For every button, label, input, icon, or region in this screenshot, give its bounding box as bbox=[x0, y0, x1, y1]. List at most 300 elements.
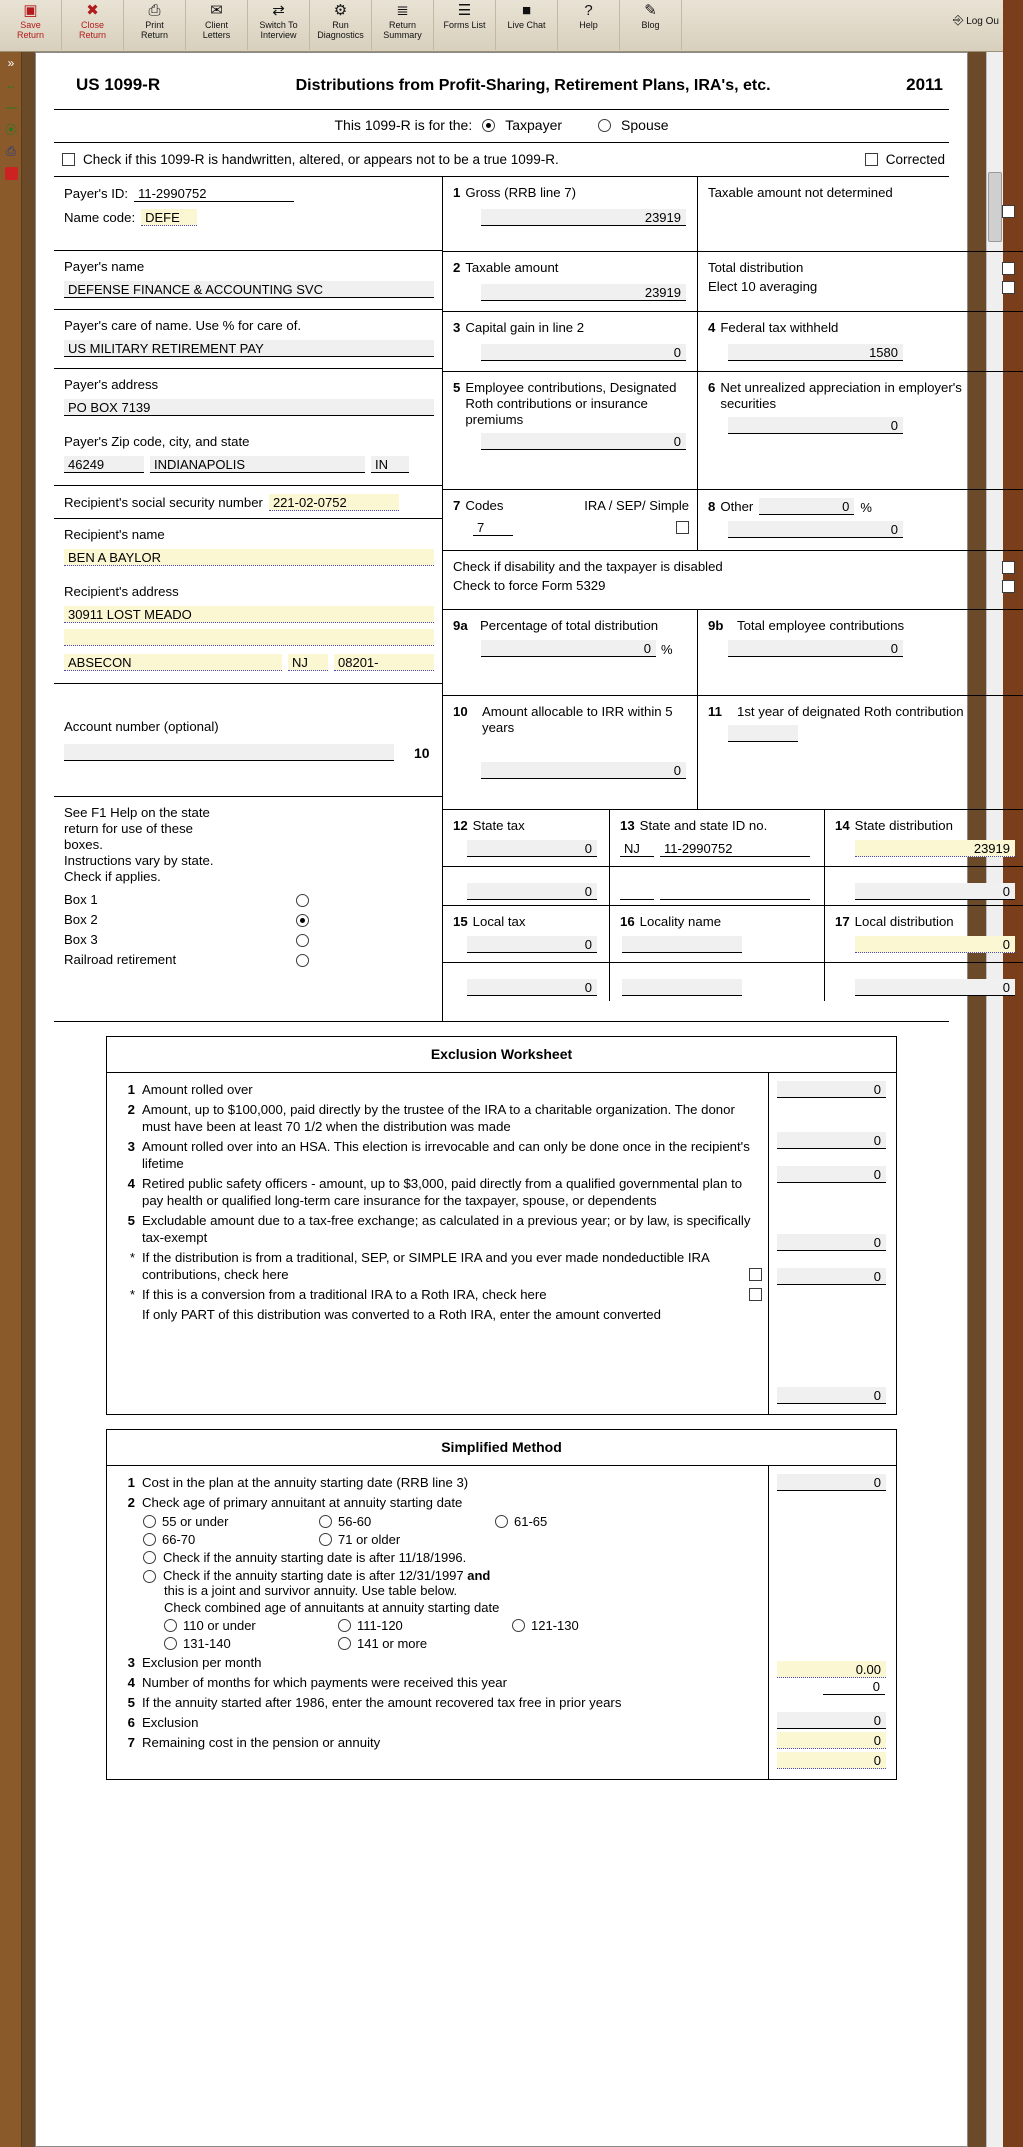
item-number: 6 bbox=[127, 1715, 135, 1730]
box1-input[interactable]: 23919 bbox=[481, 209, 686, 226]
box10-box11-row bbox=[443, 696, 1023, 810]
box9a-input[interactable]: 0 bbox=[481, 640, 656, 657]
payer-id-label: Payer's ID: bbox=[64, 186, 129, 201]
box2-row bbox=[443, 252, 1023, 312]
exclusion-worksheet-amounts bbox=[768, 1073, 896, 1414]
box5-box6-row bbox=[443, 372, 1023, 490]
radio-spouse[interactable] bbox=[598, 119, 611, 132]
toolbar-button-label: Blog bbox=[641, 20, 660, 30]
remaining-cost-input[interactable]: 0 bbox=[777, 1752, 886, 1769]
box11-label: 1st year of deignated Roth contribution bbox=[737, 704, 964, 719]
box14-label: State distribution bbox=[854, 818, 953, 833]
item-number: 3 bbox=[127, 1655, 135, 1670]
box12-second-input[interactable]: 0 bbox=[467, 883, 597, 900]
toolbar-button-save-return[interactable] bbox=[0, 0, 62, 50]
list-item bbox=[121, 1249, 762, 1283]
item-text: Exclusion bbox=[142, 1715, 199, 1730]
radio-combined-111-120[interactable] bbox=[338, 1619, 351, 1632]
state-help-line1: See F1 Help on the state bbox=[64, 805, 210, 820]
box13-id-input[interactable]: 11-2990752 bbox=[660, 840, 810, 857]
box15-label: Local tax bbox=[472, 914, 526, 929]
state-help-line5: Check if applies. bbox=[64, 869, 161, 884]
exclusion-per-month-input[interactable]: 0.00 bbox=[777, 1661, 886, 1678]
box13-id2-input[interactable] bbox=[660, 883, 810, 900]
recipient-city-input[interactable]: ABSECON bbox=[64, 654, 282, 671]
logout-button[interactable] bbox=[953, 12, 999, 28]
radio-age-56-60[interactable] bbox=[319, 1515, 332, 1528]
box4-label: Federal tax withheld bbox=[720, 320, 839, 335]
list-item bbox=[121, 1212, 762, 1246]
payer-state-input[interactable]: IN bbox=[371, 456, 409, 473]
exclusion-total-input[interactable]: 0 bbox=[777, 1732, 886, 1749]
age-option-label: 56-60 bbox=[338, 1514, 372, 1529]
combined-option-121-130[interactable] bbox=[512, 1618, 579, 1633]
main-grid bbox=[54, 177, 1010, 1022]
radio-age-61-65[interactable] bbox=[495, 1515, 508, 1528]
box7-codes-input[interactable]: 7 bbox=[473, 519, 513, 536]
box5-label: Employee contributions, Designated Roth contributions or insurance premiums bbox=[465, 380, 677, 427]
simplified-method-amounts bbox=[768, 1466, 896, 1779]
box7-label: Codes bbox=[465, 498, 504, 513]
toolbar-button-label: Save bbox=[20, 20, 41, 30]
box9a-label: Percentage of total distribution bbox=[480, 618, 659, 633]
logout-icon: ⎆ bbox=[953, 12, 964, 27]
box7-ira-sep-simple-label: IRA / SEP/ Simple bbox=[584, 498, 689, 513]
radio-box-3[interactable] bbox=[296, 934, 309, 947]
handwritten-row bbox=[54, 142, 949, 177]
toolbar-button-print-return[interactable] bbox=[124, 0, 186, 50]
state-help-line2: return for use of these bbox=[64, 821, 194, 836]
item-text: Check age of primary annuitant at annuity starting date bbox=[142, 1495, 463, 1510]
item-number: * bbox=[129, 1250, 135, 1265]
item-text: If the annuity started after 1986, enter the amount recovered tax free in prior years bbox=[142, 1695, 622, 1710]
box9b-number: 9b bbox=[708, 618, 724, 633]
recipient-address-line2-input[interactable] bbox=[64, 629, 434, 646]
combined-option-141-more[interactable] bbox=[338, 1636, 486, 1651]
exclusion-worksheet-title: Exclusion Worksheet bbox=[107, 1037, 896, 1073]
blog-icon: ✎ bbox=[644, 2, 657, 19]
combined-age-label: Check combined age of annuitants at annuity starting date bbox=[164, 1600, 500, 1615]
disability-5329-block bbox=[443, 551, 1023, 610]
payer-care-of-block bbox=[54, 310, 442, 369]
age-option-label: 55 or under bbox=[162, 1514, 229, 1529]
item-text: Cost in the plan at the annuity starting date (RRB line 3) bbox=[142, 1475, 469, 1490]
left-tool-rail bbox=[0, 52, 22, 2147]
box10-label: Amount allocable to IRR within 5 years bbox=[482, 704, 673, 735]
item-text: Exclusion per month bbox=[142, 1655, 262, 1670]
box1-taxable-not-determined-label: Taxable amount not determined bbox=[708, 185, 893, 200]
box9a-box9b-row bbox=[443, 610, 1023, 696]
boxes-column bbox=[443, 177, 1023, 1021]
box1-number: 1 bbox=[453, 185, 461, 200]
box-option-label: Box 3 bbox=[64, 932, 98, 947]
list-item bbox=[121, 1674, 762, 1691]
taxable-not-determined-checkbox[interactable] bbox=[1002, 205, 1015, 218]
logout-label: Log Ou bbox=[966, 16, 999, 27]
diagnostics-icon: ⚙ bbox=[333, 2, 348, 19]
box16-second-input[interactable] bbox=[622, 979, 742, 996]
payer-id-block bbox=[54, 177, 442, 251]
radio-box-1[interactable] bbox=[296, 894, 309, 907]
collapse-panel-icon[interactable]: » bbox=[7, 56, 15, 70]
age-option-label: 66-70 bbox=[162, 1532, 196, 1547]
exclusion-amount-5-input[interactable]: 0 bbox=[777, 1268, 886, 1285]
toolbar-button-label: Switch To bbox=[259, 20, 298, 30]
recipient-address-line1-input[interactable]: 30911 LOST MEADO bbox=[64, 606, 434, 623]
roth-conversion-checkbox[interactable] bbox=[749, 1288, 762, 1301]
box13-state-input[interactable]: NJ bbox=[620, 840, 654, 857]
item-text: Remaining cost in the pension or annuity bbox=[142, 1735, 381, 1750]
name-code-input[interactable]: DEFE bbox=[141, 209, 197, 226]
box6-input[interactable]: 0 bbox=[728, 417, 903, 434]
simplified-method-title: Simplified Method bbox=[107, 1430, 896, 1466]
list-item bbox=[121, 1714, 762, 1731]
simplified-cost-in-plan-input[interactable]: 0 bbox=[777, 1474, 886, 1491]
item-text: Amount rolled over bbox=[142, 1082, 253, 1097]
radio-annuity-after-1118-1996[interactable] bbox=[143, 1551, 156, 1564]
list-item bbox=[121, 1306, 762, 1323]
summary-icon: ≣ bbox=[396, 2, 409, 19]
payer-zip-block bbox=[54, 426, 442, 486]
radio-spouse-label: Spouse bbox=[621, 117, 669, 133]
toolbar-button-close-return[interactable] bbox=[62, 0, 124, 50]
toolbar-button-blog[interactable] bbox=[620, 0, 682, 50]
box11-input[interactable] bbox=[728, 725, 798, 742]
box15-16-17-row bbox=[443, 906, 1023, 963]
recovered-tax-free-input[interactable]: 0 bbox=[777, 1712, 886, 1729]
payer-care-input[interactable]: US MILITARY RETIREMENT PAY bbox=[64, 340, 434, 357]
recipient-address-block bbox=[54, 576, 442, 684]
radio-combined-131-140[interactable] bbox=[164, 1637, 177, 1650]
item-number: 5 bbox=[127, 1695, 135, 1710]
elect-10-averaging-checkbox[interactable] bbox=[1002, 281, 1015, 294]
toolbar-button-return-summary[interactable] bbox=[372, 0, 434, 50]
simplified-method-items bbox=[107, 1466, 768, 1779]
payer-city-input[interactable]: INDIANAPOLIS bbox=[150, 456, 365, 473]
box8-input[interactable]: 0 bbox=[759, 498, 854, 515]
list-item bbox=[121, 1474, 762, 1491]
payer-name-label: Payer's name bbox=[64, 259, 145, 274]
box4-input[interactable]: 1580 bbox=[728, 344, 903, 361]
check-after-1118-label: Check if the annuity starting date is after 11/18/1996. bbox=[163, 1550, 467, 1565]
radio-age-71-older[interactable] bbox=[319, 1533, 332, 1546]
payer-recipient-column bbox=[54, 177, 443, 1021]
toolbar-button-label2: Return bbox=[16, 30, 44, 40]
simplified-method-worksheet bbox=[106, 1429, 897, 1780]
item-number: 4 bbox=[127, 1176, 135, 1191]
exclusion-worksheet bbox=[106, 1036, 897, 1415]
box12-number: 12 bbox=[453, 818, 468, 833]
roth-converted-amount-input[interactable]: 0 bbox=[777, 1387, 886, 1404]
check-after-1231-label: Check if the annuity starting date is after 12/31/1997 bbox=[163, 1568, 464, 1583]
box-option-label: Box 1 bbox=[64, 892, 98, 907]
box13-label: State and state ID no. bbox=[639, 818, 768, 833]
list-item bbox=[121, 1101, 762, 1135]
total-distribution-label: Total distribution bbox=[708, 260, 804, 275]
item-text: Retired public safety officers - amount, up to $3,000, paid directly from a qualified governmental plan to pay health or qualified long-term care insurance for the taxpayer, spouse, or dependents bbox=[142, 1176, 743, 1208]
box1-label: Gross (RRB line 7) bbox=[465, 185, 576, 200]
radio-combined-110-under[interactable] bbox=[164, 1619, 177, 1632]
combined-option-label: 111-120 bbox=[357, 1618, 403, 1633]
form-code: US 1099-R bbox=[76, 75, 161, 94]
box14-number: 14 bbox=[835, 818, 850, 833]
box8-percent-label: % bbox=[860, 500, 872, 515]
age-option-71-older[interactable] bbox=[319, 1532, 469, 1547]
age-option-66-70[interactable] bbox=[143, 1532, 293, 1547]
item-text: Amount rolled over into an HSA. This election is irrevocable and can only be done once in the recipient's lifetime bbox=[142, 1139, 750, 1171]
item-text: If the distribution is from a traditional, SEP, or SIMPLE IRA and you ever made nondeductible IRA contributions, check here bbox=[142, 1250, 710, 1282]
box8-second-input[interactable]: 0 bbox=[728, 521, 903, 538]
box3-label: Capital gain in line 2 bbox=[465, 320, 585, 335]
form-title-row bbox=[54, 67, 949, 109]
nondeductible-ira-checkbox[interactable] bbox=[749, 1268, 762, 1281]
total-distribution-checkbox[interactable] bbox=[1002, 262, 1015, 275]
box7-box8-row bbox=[443, 490, 1023, 551]
force-5329-label: Check to force Form 5329 bbox=[453, 578, 606, 593]
recipient-ssn-label: Recipient's social security number bbox=[64, 495, 263, 510]
radio-combined-141-more[interactable] bbox=[338, 1637, 351, 1650]
payer-name-block bbox=[54, 251, 442, 310]
item-number: 1 bbox=[127, 1475, 135, 1490]
box-option-label: Box 2 bbox=[64, 912, 98, 927]
radio-combined-121-130[interactable] bbox=[512, 1619, 525, 1632]
box10-input[interactable]: 0 bbox=[481, 762, 686, 779]
box7-number: 7 bbox=[453, 498, 461, 513]
box-option-label: Railroad retirement bbox=[64, 952, 177, 967]
recipient-ssn-block bbox=[54, 486, 442, 519]
back-arrow-icon[interactable]: ← bbox=[5, 78, 17, 92]
local-second-row bbox=[443, 963, 1023, 1001]
box12-label: State tax bbox=[472, 818, 525, 833]
box5-input[interactable]: 0 bbox=[481, 433, 686, 450]
ira-sep-simple-checkbox[interactable] bbox=[676, 521, 689, 534]
payer-name-input[interactable]: DEFENSE FINANCE & ACCOUNTING SVC bbox=[64, 281, 434, 298]
toolbar-button-label2: Letters bbox=[202, 30, 231, 40]
disability-label: Check if disability and the taxpayer is disabled bbox=[453, 559, 723, 574]
toolbar-button-client-letters[interactable] bbox=[186, 0, 248, 50]
toolbar-button-label: Forms List bbox=[443, 20, 486, 30]
account-number-label: Account number (optional) bbox=[64, 718, 219, 734]
add-circle-icon[interactable]: ⦿ bbox=[4, 122, 17, 137]
combined-option-111-120[interactable] bbox=[338, 1618, 486, 1633]
state-help-block bbox=[54, 797, 442, 1021]
recipient-state-input[interactable]: NJ bbox=[288, 654, 328, 671]
combined-option-131-140[interactable] bbox=[164, 1636, 312, 1651]
corrected-label: Corrected bbox=[885, 152, 945, 167]
toolbar-button-label2: Return bbox=[78, 30, 106, 40]
minus-icon[interactable]: — bbox=[5, 100, 17, 114]
toolbar-button-forms-list[interactable] bbox=[434, 0, 496, 50]
box2-label: Taxable amount bbox=[465, 260, 559, 275]
toolbar-button-label: Print bbox=[145, 20, 164, 30]
combined-option-label: 141 or more bbox=[357, 1636, 428, 1651]
toolbar-button-switch-to-interview[interactable] bbox=[248, 0, 310, 50]
box16-label: Locality name bbox=[639, 914, 722, 929]
recipient-address-label: Recipient's address bbox=[64, 584, 179, 599]
box6-number: 6 bbox=[708, 380, 716, 395]
box15-number: 15 bbox=[453, 914, 468, 929]
toolbar-button-run-diagnostics[interactable] bbox=[310, 0, 372, 50]
box13-number: 13 bbox=[620, 818, 635, 833]
list-item bbox=[121, 1138, 762, 1172]
radio-annuity-after-1231-1997[interactable] bbox=[143, 1570, 156, 1583]
for-label: This 1099-R is for the: bbox=[334, 117, 473, 133]
box6-label: Net unrealized appreciation in employer's securities bbox=[720, 380, 962, 411]
recipient-name-block bbox=[54, 519, 442, 576]
box15-input[interactable]: 0 bbox=[467, 936, 597, 953]
box17-number: 17 bbox=[835, 914, 850, 929]
payer-address-input[interactable]: PO BOX 7139 bbox=[64, 399, 434, 416]
handwritten-checkbox[interactable] bbox=[62, 153, 75, 166]
radio-age-66-70[interactable] bbox=[143, 1533, 156, 1546]
page-title: Distributions from Profit-Sharing, Retirement Plans, IRA's, etc. bbox=[295, 77, 771, 94]
name-code-label: Name code: bbox=[64, 210, 136, 225]
check-after-1231-bold: and bbox=[467, 1568, 491, 1583]
account-number-box-num: 10 bbox=[414, 744, 430, 761]
main-toolbar bbox=[0, 0, 1003, 52]
box9a-percent-label: % bbox=[661, 642, 673, 657]
toolbar-button-label2: Interview bbox=[260, 30, 297, 40]
box12-input[interactable]: 0 bbox=[467, 840, 597, 857]
payer-address-block bbox=[54, 369, 442, 426]
box3-input[interactable]: 0 bbox=[481, 344, 686, 361]
switch-icon: ⇄ bbox=[272, 2, 285, 19]
taxpayer-spouse-selector bbox=[54, 110, 949, 142]
recipient-ssn-input[interactable]: 221-02-0752 bbox=[269, 494, 399, 511]
elect-10-averaging-label: Elect 10 averaging bbox=[708, 279, 818, 294]
payer-care-label: Payer's care of name. Use % for care of. bbox=[64, 318, 302, 333]
box2-input[interactable]: 23919 bbox=[481, 284, 686, 301]
account-number-block bbox=[54, 684, 442, 797]
exclusion-amount-3-input[interactable]: 0 bbox=[777, 1166, 886, 1183]
toolbar-button-label: Live Chat bbox=[507, 20, 546, 30]
toolbar-button-label: Run bbox=[332, 20, 349, 30]
item-number: 7 bbox=[127, 1735, 135, 1750]
close-icon: ✖ bbox=[86, 2, 99, 19]
print-icon[interactable]: ⎙ bbox=[6, 143, 16, 158]
list-item bbox=[121, 1175, 762, 1209]
toolbar-button-label2: Diagnostics bbox=[317, 30, 364, 40]
toolbar-button-label2: Summary bbox=[383, 30, 422, 40]
radio-age-55-under[interactable] bbox=[143, 1515, 156, 1528]
list-item bbox=[121, 1081, 762, 1098]
combined-option-label: 121-130 bbox=[531, 1618, 579, 1633]
item-number bbox=[121, 1306, 135, 1323]
box17-second-input[interactable]: 0 bbox=[855, 979, 1015, 996]
disability-checkbox[interactable] bbox=[1002, 561, 1015, 574]
box8-label: Other bbox=[720, 499, 754, 514]
box9a-number: 9a bbox=[453, 618, 468, 633]
combined-option-label: 131-140 bbox=[183, 1636, 231, 1651]
box15-second-input[interactable]: 0 bbox=[467, 979, 597, 996]
recipient-name-label: Recipient's name bbox=[64, 527, 165, 542]
radio-taxpayer[interactable] bbox=[482, 119, 495, 132]
exclusion-amount-2-input[interactable]: 0 bbox=[777, 1132, 886, 1149]
item-number: 2 bbox=[127, 1102, 135, 1117]
delete-icon[interactable] bbox=[0, 162, 22, 184]
age-option-61-65[interactable] bbox=[495, 1514, 547, 1529]
toolbar-button-label: Return bbox=[388, 20, 416, 30]
chat-icon: ■ bbox=[521, 2, 532, 19]
state-help-line4: Instructions vary by state. bbox=[64, 853, 214, 868]
payer-address-label: Payer's address bbox=[64, 377, 159, 392]
box13-state2-input[interactable] bbox=[620, 883, 654, 900]
item-text: Amount, up to $100,000, paid directly by the trustee of the IRA to a charitable organization. The donor must have been at least 70 1/2 when the distribution was made bbox=[142, 1102, 735, 1134]
item-number: 4 bbox=[127, 1675, 135, 1690]
radio-box-2[interactable] bbox=[296, 914, 309, 927]
toolbar-button-label: Client bbox=[204, 20, 228, 30]
item-text: If only PART of this distribution was converted to a Roth IRA, enter the amount converted bbox=[142, 1307, 661, 1322]
forms-list-icon: ☰ bbox=[457, 2, 472, 19]
recipient-zip-input[interactable]: 08201- bbox=[334, 654, 434, 671]
box14-second-input[interactable]: 0 bbox=[855, 883, 1015, 900]
item-number: 2 bbox=[127, 1495, 135, 1510]
recipient-name-input[interactable]: BEN A BAYLOR bbox=[64, 549, 434, 566]
box17-input[interactable]: 0 bbox=[855, 936, 1015, 953]
box16-input[interactable] bbox=[622, 936, 742, 953]
payer-id-input[interactable]: 11-2990752 bbox=[134, 185, 294, 202]
box10-number: 10 bbox=[453, 704, 468, 719]
age-option-label: 61-65 bbox=[514, 1514, 548, 1529]
exclusion-amount-4-input[interactable]: 0 bbox=[777, 1234, 886, 1251]
box14-input[interactable]: 23919 bbox=[855, 840, 1015, 857]
box5-number: 5 bbox=[453, 380, 461, 395]
item-number: 5 bbox=[127, 1213, 135, 1228]
box11-number: 11 bbox=[708, 704, 722, 719]
box3-box4-row bbox=[443, 312, 1023, 372]
radio-railroad-retirement[interactable] bbox=[296, 954, 309, 967]
box3-number: 3 bbox=[453, 320, 461, 335]
print-icon: ⎙ bbox=[148, 2, 161, 19]
age-option-56-60[interactable] bbox=[319, 1514, 469, 1529]
account-number-input[interactable] bbox=[64, 744, 394, 761]
box2-number: 2 bbox=[453, 260, 461, 275]
exclusion-worksheet-items bbox=[107, 1073, 768, 1414]
item-number: 3 bbox=[127, 1139, 135, 1154]
list-item bbox=[121, 1654, 762, 1671]
save-icon: ▣ bbox=[23, 2, 38, 19]
corrected-checkbox[interactable] bbox=[865, 153, 878, 166]
box12-13-14-row bbox=[443, 810, 1023, 867]
state-help-line3: boxes. bbox=[64, 837, 103, 852]
radio-taxpayer-label: Taxpayer bbox=[505, 117, 563, 133]
handwritten-label: Check if this 1099-R is handwritten, altered, or appears not to be a true 1099-R. bbox=[83, 152, 559, 167]
months-received-input[interactable]: 0 bbox=[823, 1678, 885, 1695]
combined-option-label: 110 or under bbox=[183, 1618, 256, 1633]
box9b-input[interactable]: 0 bbox=[728, 640, 903, 657]
tax-year: 2011 bbox=[906, 75, 943, 94]
item-number: 1 bbox=[127, 1082, 135, 1097]
list-item bbox=[121, 1694, 762, 1711]
force-5329-checkbox[interactable] bbox=[1002, 580, 1015, 593]
toolbar-button-help[interactable] bbox=[558, 0, 620, 50]
item-text: Number of months for which payments were received this year bbox=[142, 1675, 508, 1690]
exclusion-amount-1-input[interactable]: 0 bbox=[777, 1081, 886, 1098]
box16-number: 16 bbox=[620, 914, 635, 929]
payer-zip-input[interactable]: 46249 bbox=[64, 456, 144, 473]
toolbar-button-label2: Return bbox=[140, 30, 168, 40]
age-option-55-under[interactable] bbox=[143, 1514, 293, 1529]
form-1099r-sheet bbox=[35, 52, 1010, 2147]
box1-row bbox=[443, 177, 1023, 252]
age-option-label: 71 or older bbox=[338, 1532, 401, 1547]
list-item bbox=[121, 1286, 762, 1303]
toolbar-button-label: Help bbox=[579, 20, 598, 30]
combined-option-110-under[interactable] bbox=[164, 1618, 312, 1633]
box4-number: 4 bbox=[708, 320, 716, 335]
toolbar-button-label: Close bbox=[80, 20, 104, 30]
toolbar-button-live-chat[interactable] bbox=[496, 0, 558, 50]
